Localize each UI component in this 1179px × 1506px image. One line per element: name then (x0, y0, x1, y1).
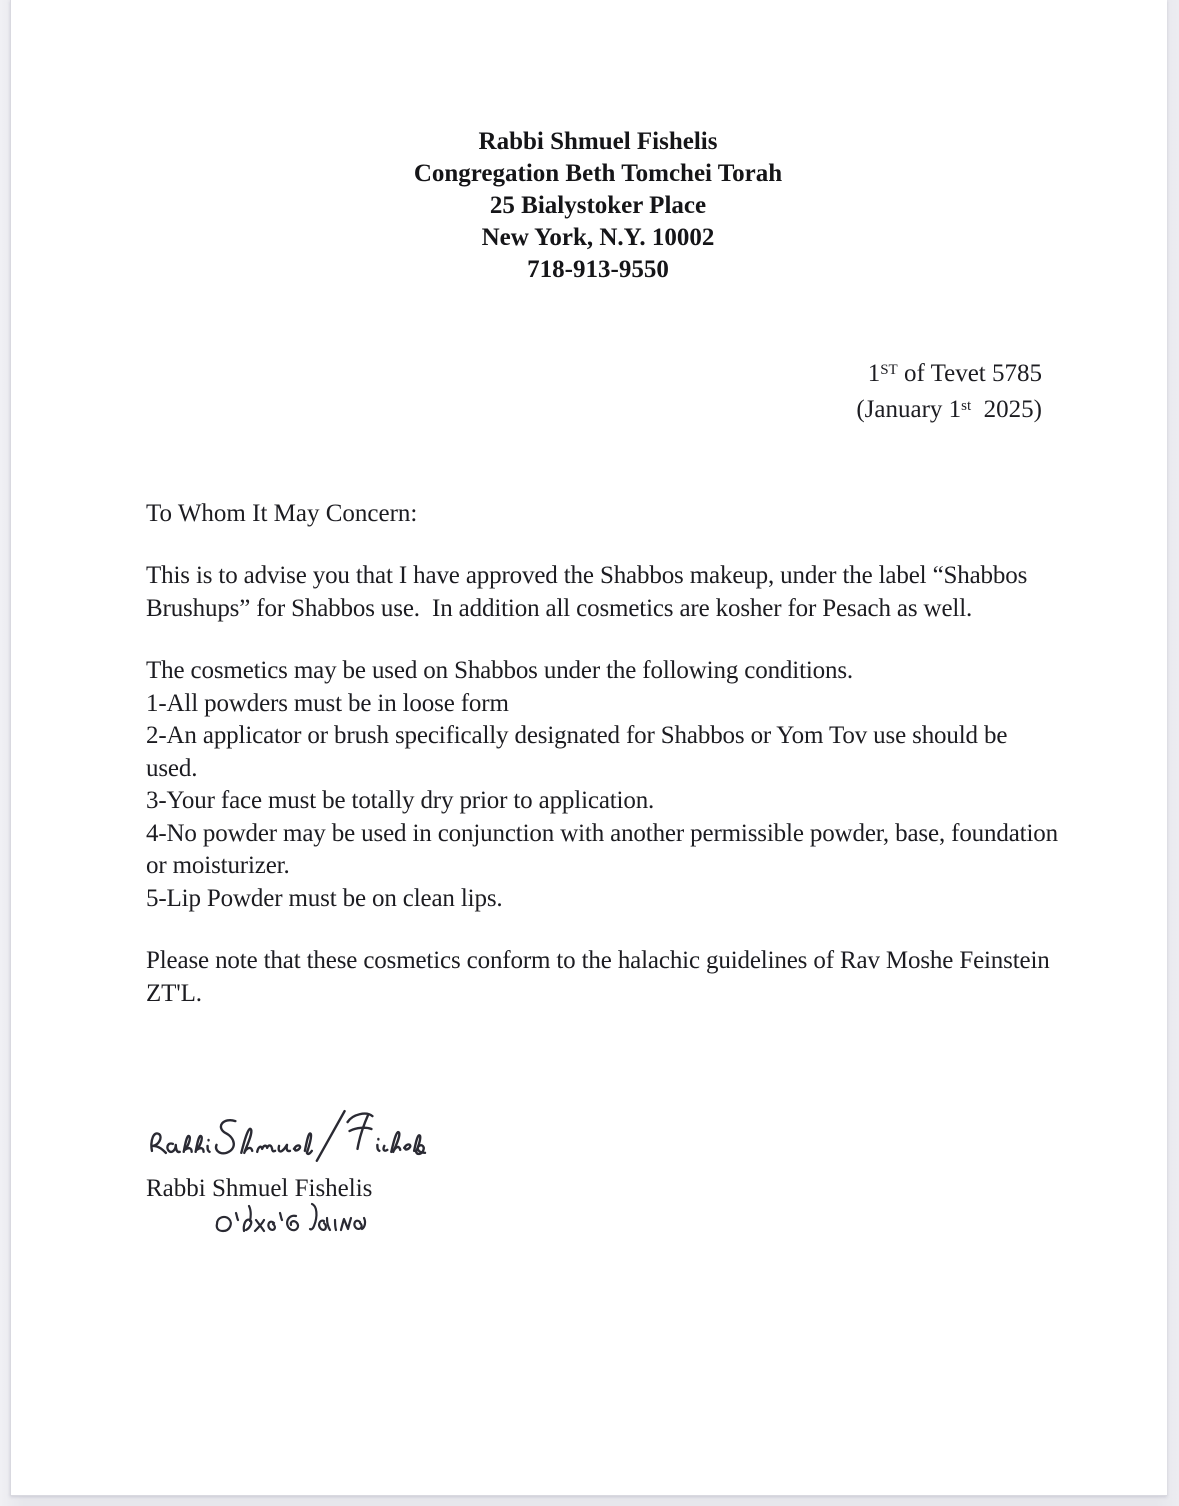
letterhead (146, 126, 1050, 286)
date-gregorian (146, 390, 1042, 426)
date-block (146, 354, 1050, 426)
condition-item: 2-An applicator or brush specifically designated for Shabbos or Yom Tov use should be (146, 722, 1008, 749)
letterhead-street: 25 Bialystoker Place (489, 192, 707, 219)
date-hebrew (146, 354, 1042, 390)
condition-item: 4-No powder may be used in conjunction with another permissible powder, base, foundation (146, 819, 1058, 847)
condition-item: 3-Your face must be totally dry prior to application. (146, 787, 655, 814)
paragraph-conditions (146, 655, 1058, 915)
paragraph-closing (146, 945, 1050, 1010)
letterhead-city: New York, N.Y. 10002 (481, 224, 715, 251)
handwritten-signature (143, 1090, 431, 1172)
letterhead-phone: 718-913-9550 (527, 256, 669, 283)
paragraph-intro (146, 560, 1050, 625)
letterhead-name: Rabbi Shmuel Fishelis (478, 128, 718, 155)
date-hebrew-number: 1 (867, 359, 881, 387)
salutation: To Whom It May Concern: (146, 499, 418, 527)
date-hebrew-rest: of Tevet 5785 (897, 359, 1042, 387)
signature-block (146, 1090, 1050, 1250)
hebrew-signature-handwriting (204, 1196, 384, 1250)
closing-line: Please note that these cosmetics conform to the halachic guidelines of Rav Moshe Feinstein (146, 947, 1050, 974)
date-gregorian-ordinal: st (961, 397, 972, 414)
date-gregorian-prefix: (January 1 (856, 395, 962, 423)
letter-page (10, 0, 1167, 1496)
letterhead-congregation: Congregation Beth Tomchei Torah (413, 160, 783, 187)
condition-item-continuation: used. (146, 754, 198, 782)
intro-line: This is to advise you that I have approved the Shabbos makeup, under the label “Shabbos (146, 562, 1028, 589)
typed-signature-name: Rabbi Shmuel Fishelis (146, 1175, 373, 1202)
letter-content (11, 126, 1167, 1250)
condition-item: 5-Lip Powder must be on clean lips. (146, 884, 503, 912)
closing-line: ZT'L. (146, 979, 202, 1007)
date-hebrew-ordinal: ST (880, 362, 898, 378)
intro-line: Brushups” for Shabbos use. In addition all cosmetics are kosher for Pesach as well. (146, 594, 973, 622)
conditions-heading: The cosmetics may be used on Shabbos under the following conditions. (146, 657, 854, 684)
condition-item: 1-All powders must be in loose form (146, 689, 509, 717)
condition-item-continuation: or moisturizer. (146, 852, 290, 879)
date-gregorian-rest: 2025) (971, 395, 1042, 423)
